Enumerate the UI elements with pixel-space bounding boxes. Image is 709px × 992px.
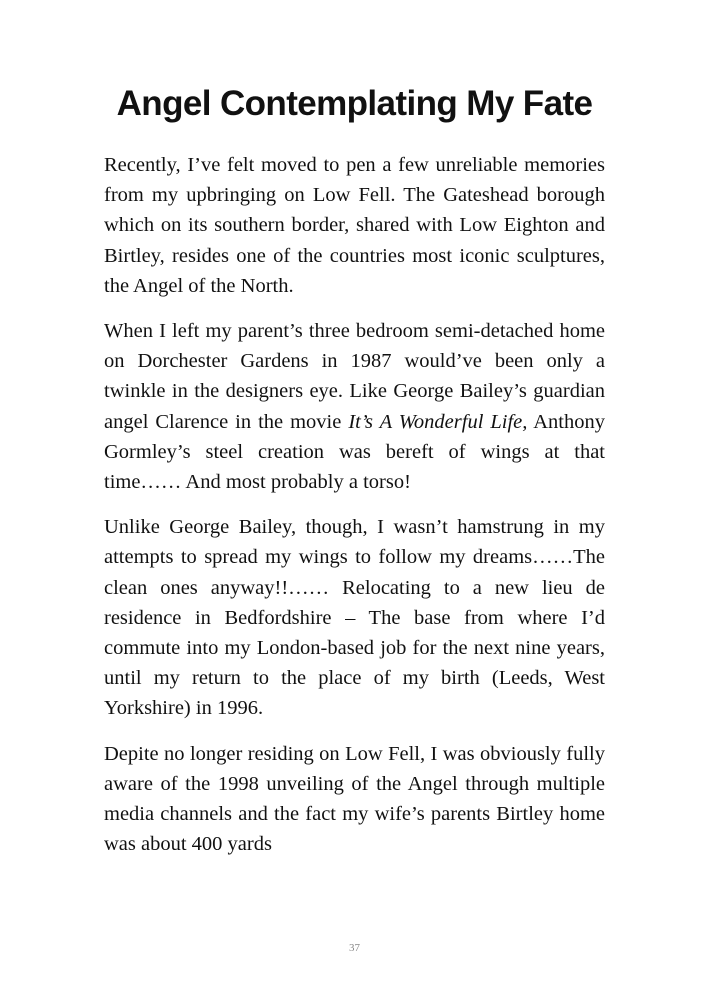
body-text [104,150,605,874]
paragraph-2-part-b: Anthony Gormley’s steel creation was bereft of wings at that time…… And most probably a torso! [104,410,605,494]
paragraph-4: Depite no longer residing on Low Fell, I was obviously fully aware of the 1998 unveiling of the Angel through multiple media channels and the fact my wife’s parents Birtley home was about 400 yards [104,742,605,856]
page-number: 37 [349,942,360,954]
paragraph-2-part-a: When I left my parent’s three bedroom semi-detached home on Dorchester Gardens in 1987 would’ve been only a twinkle in the designers eye. Like George Bailey’s guardian angel Clarence in the movie [104,320,605,433]
paragraph-1: Recently, I’ve felt moved to pen a few unreliable memories from my upbringing on Low Fell. The Gateshead borough which on its southern border, shared with Low Eighton and Birtley, resides one of the countries most iconic sculptures, the Angel of the North. [104,154,605,297]
movie-title: It’s A Wonderful Life, [348,410,528,433]
chapter-title: Angel Contemplating My Fate [116,84,593,123]
paragraph-3: Unlike George Bailey, though, I wasn’t hamstrung in my attempts to spread my wings to follow my dreams……The clean ones anyway!!…… Relocating to a new lieu de residence in Bedfordshire – The base from where I’d commute into my London-based job for the next nine years, until my return to the place of my birth (Leeds, West Yorkshire) in 1996. [104,516,605,720]
paragraph-2 [104,316,605,497]
